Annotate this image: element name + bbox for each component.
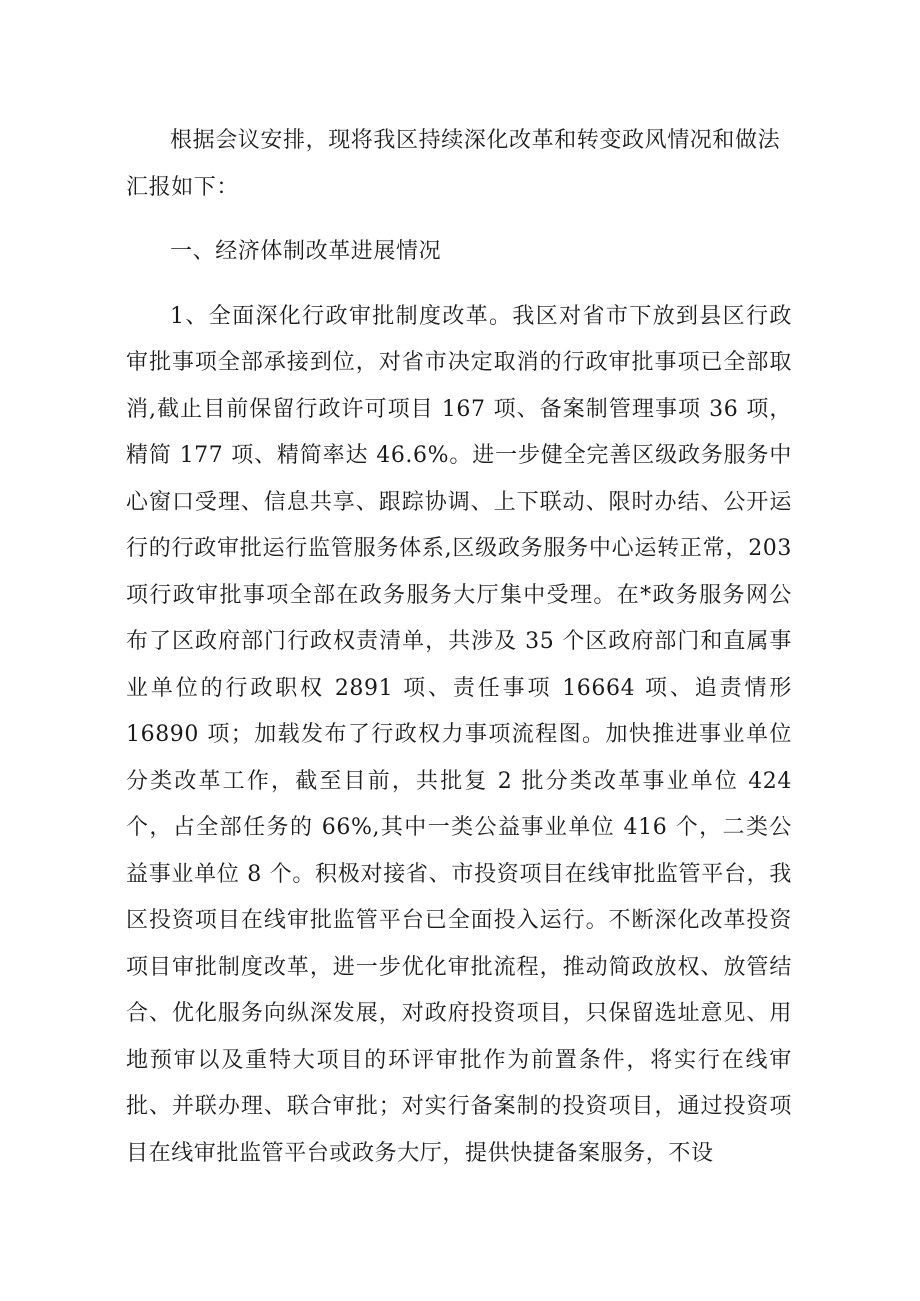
document-body xyxy=(126,118,792,1177)
section-heading: 一、经济体制改革进展情况 xyxy=(170,239,442,264)
intro-line-1: 根据会议安排，现将我区持续深化改革和转变政风情况和做法 xyxy=(170,128,781,153)
intro-line-2: 汇报如下： xyxy=(126,174,240,200)
intro-paragraph xyxy=(126,118,792,211)
body-paragraph-1: 1、全面深化行政审批制度改革。我区对省市下放到县区行政审批事项全部承接到位，对省市决定取消的行政审批事项已全部取消,截止目前保留行政许可项目 167 项、备案制管理事项 36 项，精简 177 项、精简率达 46.6%。进一步健全完善区级政务服务中心窗口受理、信息共享、跟踪协调、上下联动、限时办结、公开运行的行政审批运行监管服务体系,区级政务服务中心运转正常，203 项行政审批事项全部在政务服务大厅集中受理。在*政务服务网公布了区政府部门行政权责清单，共涉及 35 个区政府部门和直属事业单位的行政职权 2891 项、责任事项 16664 项、追责情形 16890 项；加载发布了行政权力事项流程图。加快推进事业单位分类改革工作，截至目前，共批复 2 批分类改革事业单位 424 个，占全部任务的 66%,其中一类公益事业单位 416 个，二类公益事业单位 8 个。积极对接省、市投资项目在线审批监管平台，我区投资项目在线审批监管平台已全面投入运行。不断深化改革投资项目审批制度改革，进一步优化审批流程，推动简政放权、放管结合、优化服务向纵深发展，对政府投资项目，只保留选址意见、用地预审以及重特大项目的环评审批作为前置条件，将实行在线审批、并联办理、联合审批；对实行备案制的投资项目，通过投资项目在线审批监管平台或政务大厅，提供快捷备案服务，不设 xyxy=(126,303,792,1166)
